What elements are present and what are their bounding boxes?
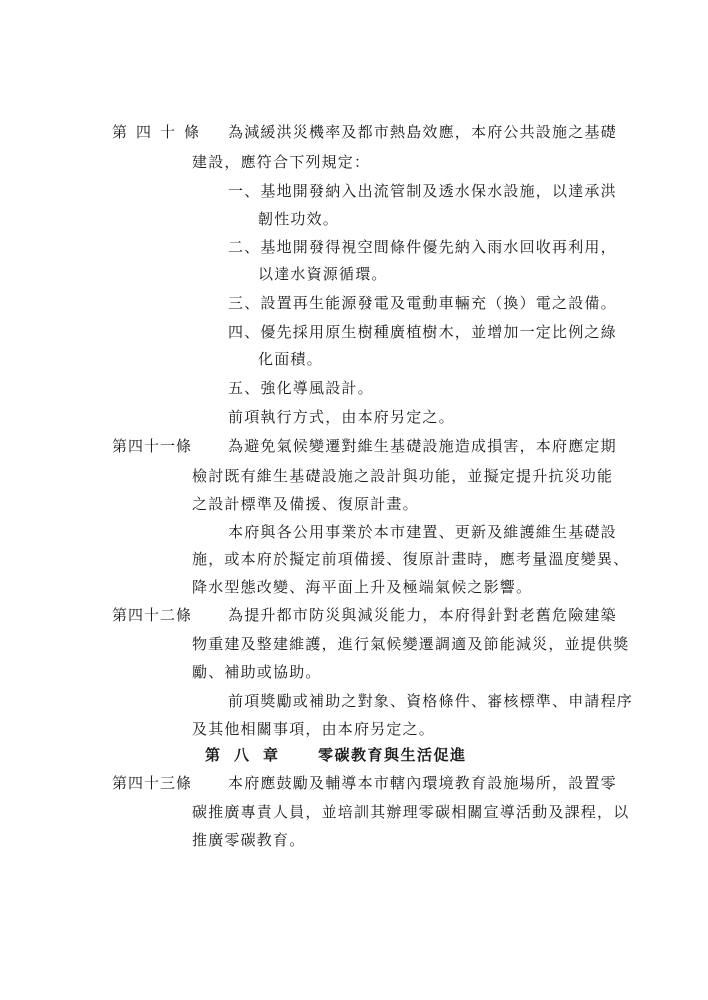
article-40-label: 第四十條 [112,123,209,141]
chapter-number: 第八章 [205,746,293,764]
article-42-line-2: 物重建及整建維護，進行氣候變遷調適及節能減災，並提供獎 [192,635,630,653]
article-40-item-3-line-1: 三、設置再生能源發電及電動車輛充（換）電之設備。 [228,294,617,312]
article-43-line-1: 本府應鼓勵及輔導本市轄內環境教育設施場所，設置零 [228,774,617,792]
article-41-line-5: 施，或本府於擬定前項備援、復原計畫時，應考量溫度變異、 [192,550,630,568]
article-41-line-6: 降水型態改變、海平面上升及極端氣候之影響。 [192,578,533,596]
article-41-line-4: 本府與各公用事業於本市建置、更新及維護維生基礎設 [228,523,617,541]
article-42-line-4: 前項獎勵或補助之對象、資格條件、審核標準、申請程序 [228,692,634,710]
article-41-label: 第四十一條 [112,437,193,455]
chapter-title: 零碳教育與生活促進 [318,746,467,764]
article-40-line-1: 為減緩洪災機率及都市熱島效應，本府公共設施之基礎 [228,123,617,141]
article-42-label: 第四十二條 [112,606,193,624]
article-40-item-2-line-1: 二、基地開發得視空間條件優先納入雨水回收再利用， [228,238,617,256]
article-43-line-2: 碳推廣專責人員，並培訓其辦理零碳相關宣導活動及課程，以 [192,803,630,821]
article-43-line-3: 推廣零碳教育。 [192,831,306,849]
article-40-item-5-line-1: 五、強化導風設計。 [228,379,374,397]
article-40-item-4-line-2: 化面積。 [258,350,323,368]
article-42-line-3: 勵、補助或協助。 [192,663,322,681]
article-41-line-1: 為避免氣候變遷對維生基礎設施造成損害，本府應定期 [228,437,617,455]
article-41-line-2: 檢討既有維生基礎設施之設計與功能，並擬定提升抗災功能 [192,467,614,485]
article-40-item-4-line-1: 四、優先採用原生樹種廣植樹木，並增加一定比例之綠 [228,323,617,341]
article-42-line-5: 及其他相關事項，由本府另定之。 [192,720,436,738]
article-40-item-1-line-2: 韌性功效。 [258,210,340,228]
article-43-label: 第四十三條 [112,774,193,792]
article-41-line-3: 之設計標準及備援、復原計畫。 [192,495,419,513]
article-40-item-1-line-1: 一、基地開發納入出流管制及透水保水設施，以達承洪 [228,182,617,200]
article-40-line-2: 建設，應符合下列規定： [192,153,371,171]
article-42-line-1: 為提升都市防災與減災能力，本府得針對老舊危險建築 [228,606,617,624]
chapter-heading [205,746,467,764]
article-40-closing: 前項執行方式，由本府另定之。 [228,408,455,426]
article-40-item-2-line-2: 以達水資源循環。 [258,265,388,283]
